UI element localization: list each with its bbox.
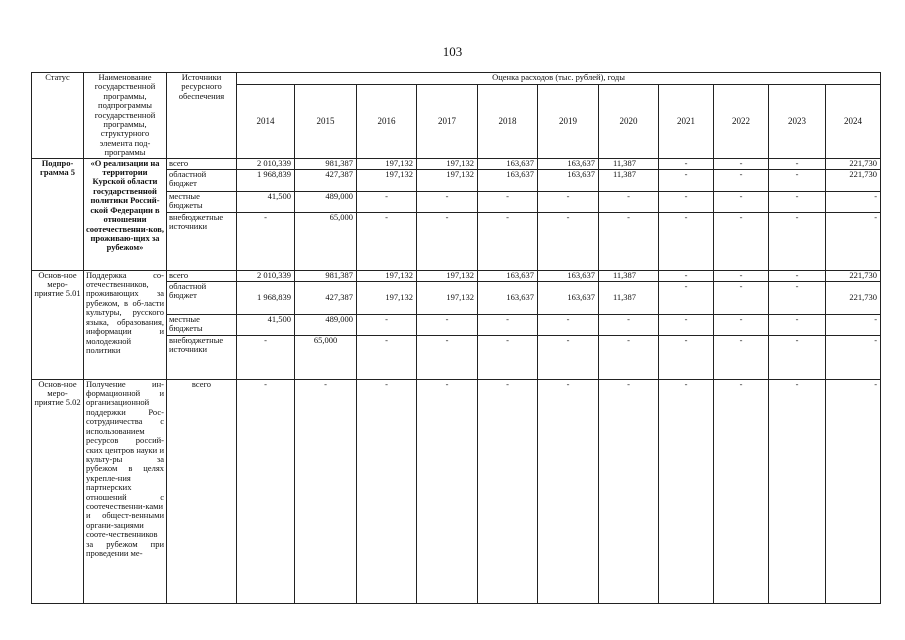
source-cell: всего [167,270,237,281]
value-cell: - [237,212,295,270]
header-name: Наименование государственной программы, подпрограммы государственной программы, структурного элемента под-программы [84,73,167,159]
value-cell: 981,387 [295,270,357,281]
year-header: 2022 [714,85,769,158]
value-cell: - [659,212,714,270]
value-cell: 163,637 [478,158,538,169]
value-cell: - [538,212,599,270]
table-row [32,379,881,603]
year-header: 2017 [417,85,478,158]
header-estimate: Оценка расходов (тыс. рублей), годы [237,73,881,85]
value-cell: - [417,191,478,212]
value-cell: 11,387 [599,158,659,169]
value-cell: - [659,281,714,314]
value-cell: - [659,191,714,212]
value-cell: 65,000 [295,335,357,379]
page-number: 103 [442,44,463,59]
source-cell: областной бюджет [167,169,237,191]
value-cell: - [417,379,478,603]
value-cell: - [478,379,538,603]
source-cell: всего [167,379,237,603]
value-cell: 11,387 [599,281,659,314]
value-cell: 163,637 [538,270,599,281]
value-cell: 197,132 [417,281,478,314]
source-cell: всего [167,158,237,169]
value-cell: - [826,212,881,270]
source-cell: местные бюджеты [167,314,237,335]
value-cell: - [417,314,478,335]
value-cell: - [659,335,714,379]
value-cell: - [714,281,769,314]
value-cell: 221,730 [826,169,881,191]
value-cell: 1 968,839 [237,281,295,314]
source-cell: внебюджетные источники [167,212,237,270]
program-name-cell: «О реализации на территории Курской области государственной политики Россий-ской Федерации в отношении соотечественни-ков, проживаю-щих за рубежом» [84,158,167,270]
value-cell: - [714,169,769,191]
value-cell: 221,730 [826,270,881,281]
value-cell: - [659,169,714,191]
value-cell: 163,637 [478,281,538,314]
value-cell: 197,132 [357,169,417,191]
value-cell: - [538,314,599,335]
year-header: 2014 [237,85,295,158]
table-row [32,158,881,169]
value-cell: - [769,281,826,314]
value-cell: - [714,335,769,379]
value-cell: - [417,212,478,270]
value-cell: - [357,379,417,603]
value-cell: - [599,379,659,603]
value-cell: - [659,158,714,169]
value-cell: - [357,212,417,270]
value-cell: 163,637 [478,169,538,191]
value-cell: 427,387 [295,169,357,191]
value-cell: - [769,169,826,191]
year-header: 2019 [538,85,599,158]
value-cell: - [357,335,417,379]
program-name-cell: Поддержка со-отечественников, проживающих за рубежом, в об-ласти культуры, русского языка, образования, информации и молодежной политики [84,270,167,379]
status-cell: Подпро-грамма 5 [32,158,84,270]
value-cell: - [478,335,538,379]
value-cell: - [478,191,538,212]
value-cell: 427,387 [295,281,357,314]
value-cell: - [714,379,769,603]
value-cell: - [769,335,826,379]
header-status: Статус [32,73,84,159]
value-cell: - [417,335,478,379]
table-row [32,270,881,281]
value-cell: 2 010,339 [237,270,295,281]
value-cell: - [826,335,881,379]
value-cell: 65,000 [295,212,357,270]
source-cell: местные бюджеты [167,191,237,212]
value-cell: - [714,270,769,281]
value-cell: - [769,379,826,603]
value-cell: 221,730 [826,158,881,169]
value-cell: - [714,314,769,335]
year-header: 2023 [769,85,826,158]
value-cell: 981,387 [295,158,357,169]
value-cell: - [714,212,769,270]
year-header: 2018 [478,85,538,158]
value-cell: - [826,191,881,212]
value-cell: 163,637 [538,169,599,191]
value-cell: 11,387 [599,169,659,191]
value-cell: 163,637 [538,281,599,314]
value-cell: - [599,335,659,379]
value-cell: - [826,314,881,335]
value-cell: - [769,212,826,270]
source-cell: областной бюджет [167,281,237,314]
value-cell: 197,132 [417,169,478,191]
value-cell: - [826,379,881,603]
value-cell: - [599,212,659,270]
year-header: 2024 [826,85,881,158]
header-sources: Источники ресурсного обеспечения [167,73,237,159]
value-cell: - [538,335,599,379]
value-cell: - [478,314,538,335]
value-cell: 489,000 [295,314,357,335]
value-cell: 197,132 [417,270,478,281]
value-cell: - [237,335,295,379]
value-cell: 197,132 [417,158,478,169]
value-cell: 1 968,839 [237,169,295,191]
value-cell: - [599,314,659,335]
value-cell: - [599,191,659,212]
value-cell: 11,387 [599,270,659,281]
value-cell: - [714,158,769,169]
value-cell: 41,500 [237,191,295,212]
value-cell: - [769,314,826,335]
value-cell: - [659,314,714,335]
value-cell: 489,000 [295,191,357,212]
value-cell: 197,132 [357,281,417,314]
source-cell: внебюджетные источники [167,335,237,379]
value-cell: 163,637 [538,158,599,169]
year-header: 2015 [295,85,357,158]
value-cell: - [357,191,417,212]
value-cell: 163,637 [478,270,538,281]
status-cell: Основ-ное меро-приятие 5.02 [32,379,84,603]
budget-table [31,72,881,604]
year-header: 2021 [659,85,714,158]
value-cell: - [769,158,826,169]
value-cell: - [295,379,357,603]
value-cell: 197,132 [357,270,417,281]
status-cell: Основ-ное меро-приятие 5.01 [32,270,84,379]
value-cell: 221,730 [826,281,881,314]
value-cell: - [237,379,295,603]
value-cell: 41,500 [237,314,295,335]
value-cell: - [769,191,826,212]
value-cell: - [769,270,826,281]
value-cell: - [357,314,417,335]
value-cell: - [538,379,599,603]
year-header: 2016 [357,85,417,158]
program-name-cell: Получение ин-формационной и организационной поддержки Рос-сотрудничества с использованием ресурсов россий-ских центров науки и культу-ры за рубежом в целях укрепле-ния партнерских отношений с соотечественни-ками и общест-венными органи-зациями сооте-чественников за рубежом при проведении ме- [84,379,167,603]
value-cell: - [659,270,714,281]
value-cell: - [538,191,599,212]
year-header: 2020 [599,85,659,158]
value-cell: - [714,191,769,212]
value-cell: 2 010,339 [237,158,295,169]
value-cell: - [478,212,538,270]
value-cell: - [659,379,714,603]
value-cell: 197,132 [357,158,417,169]
